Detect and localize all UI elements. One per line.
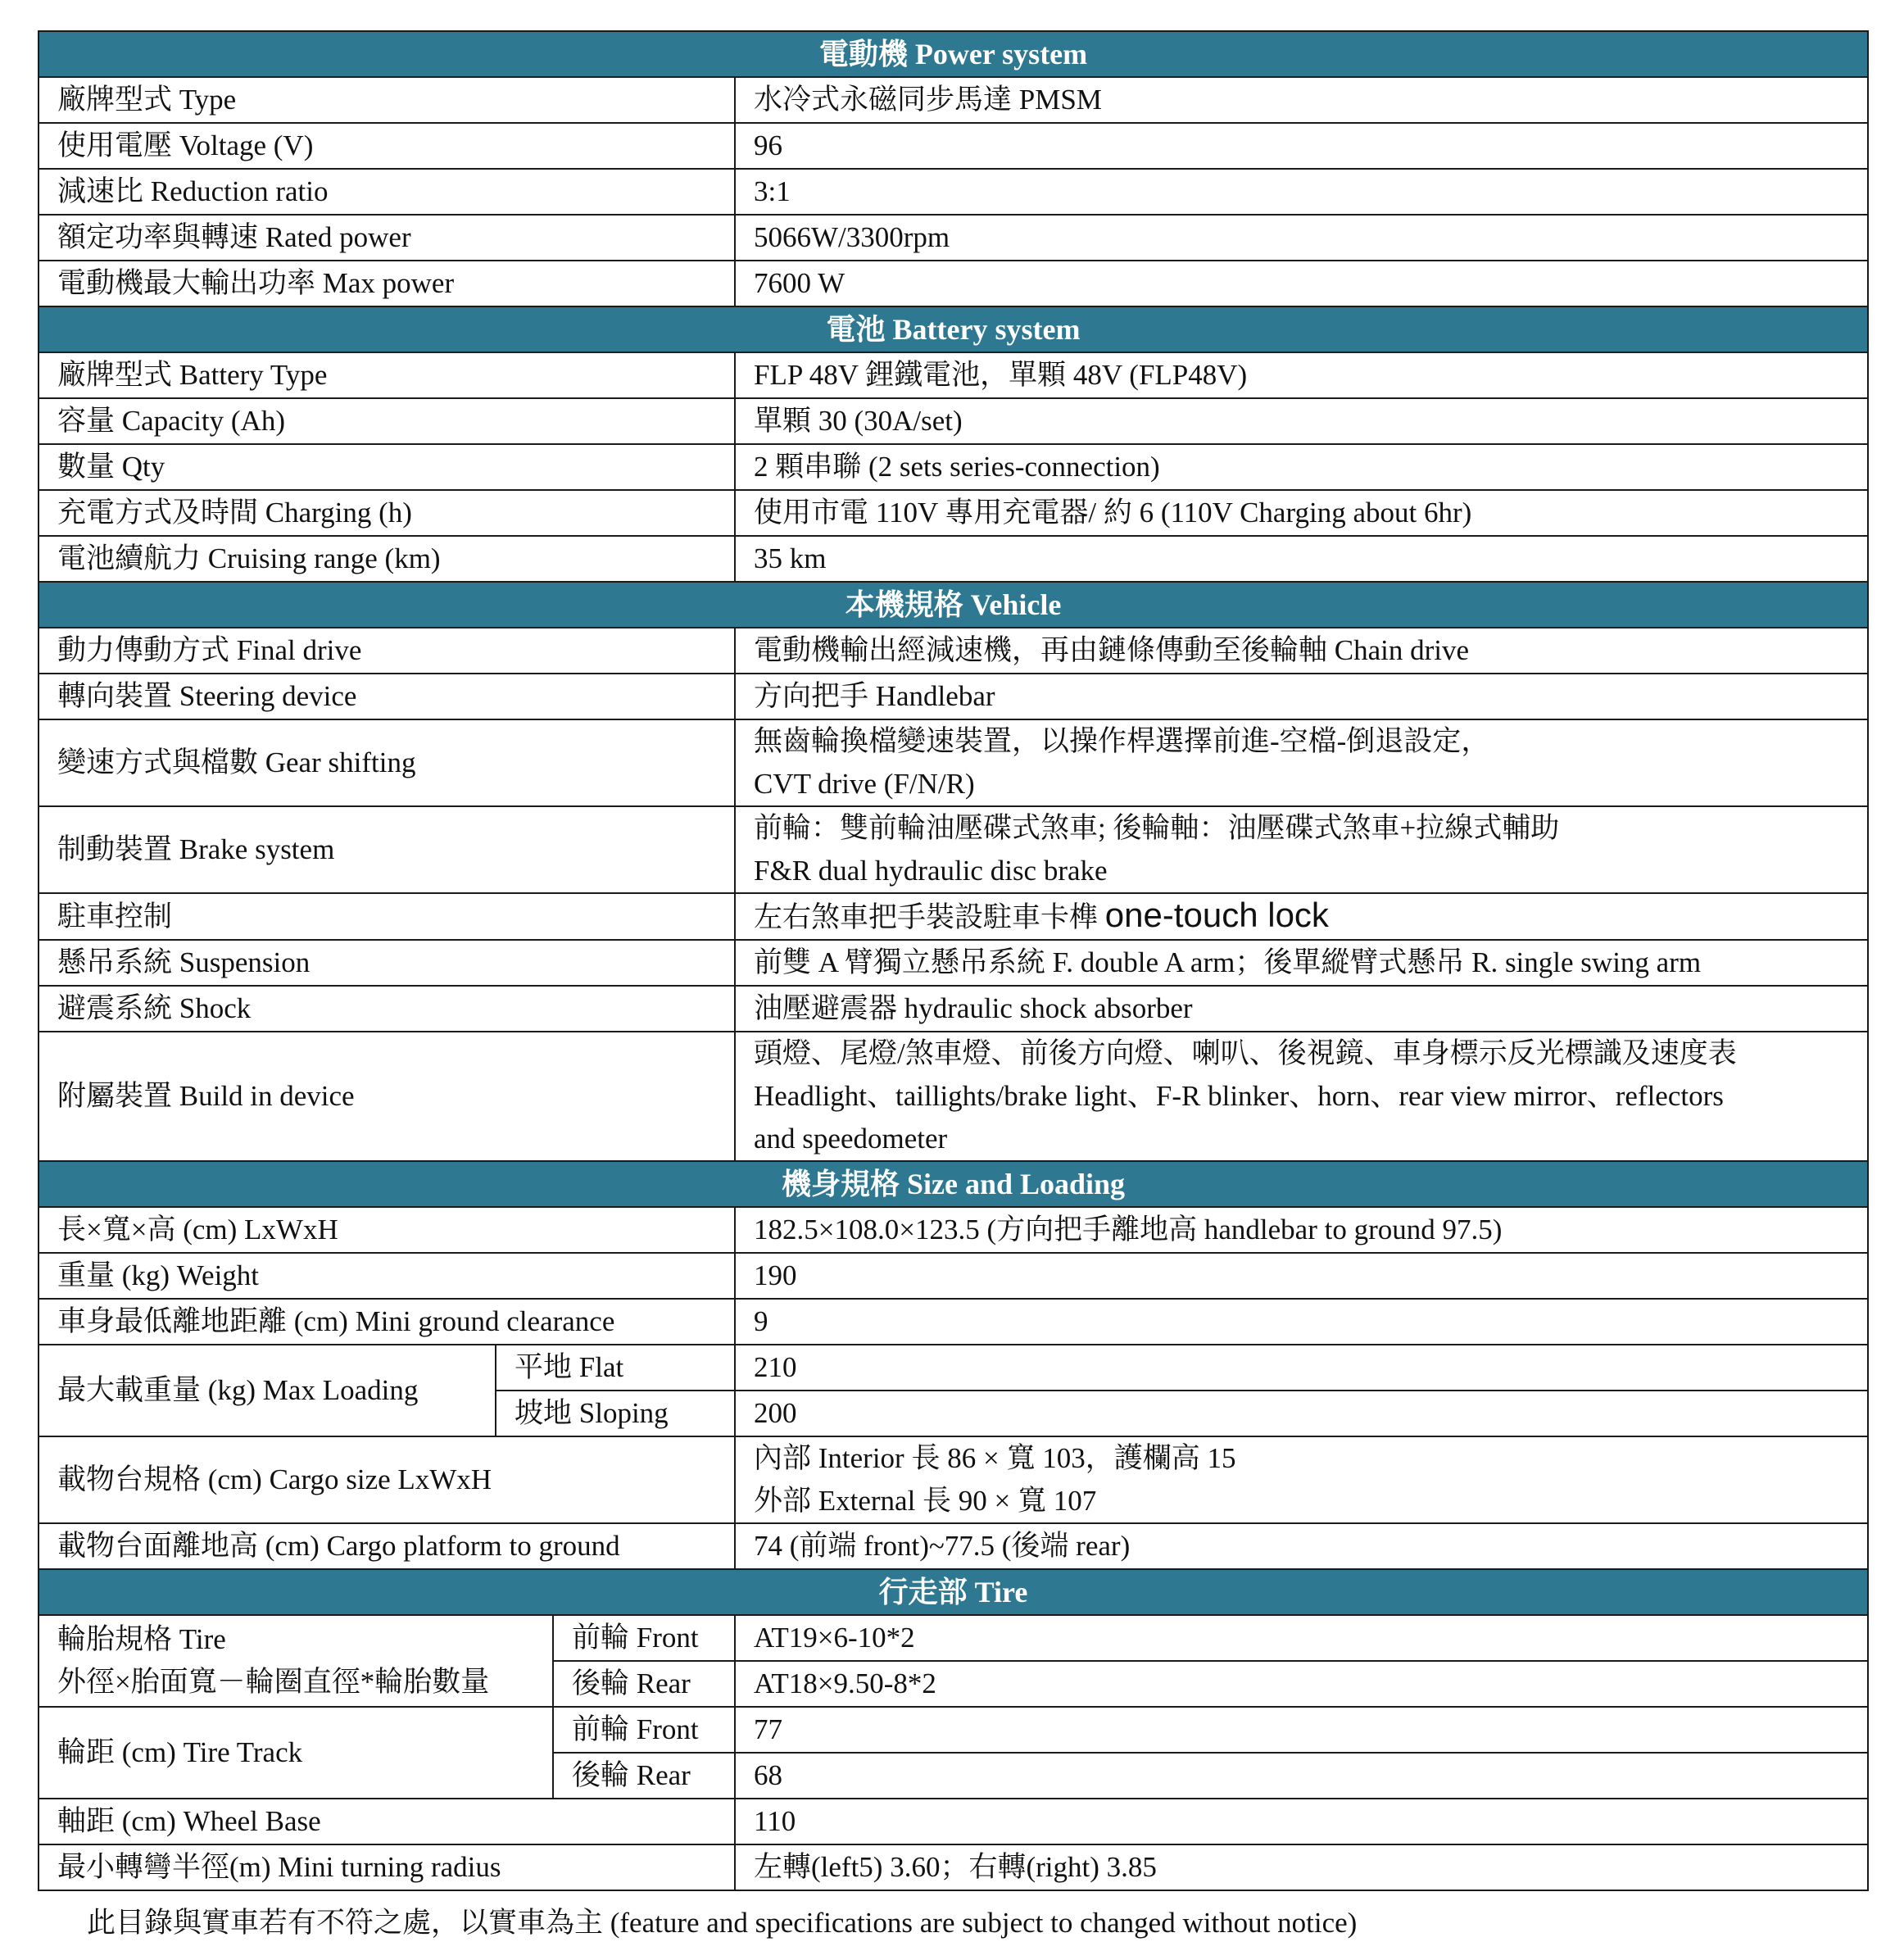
label-line: 輪胎規格 Tire [57, 1623, 226, 1655]
table-row [39, 352, 1868, 398]
row-value: 200 [735, 1391, 1868, 1436]
row-label: 長×寬×高 (cm) LxWxH [39, 1207, 735, 1253]
row-value: 110 [735, 1799, 1868, 1844]
row-value: 77 [735, 1707, 1868, 1753]
sub-label: 坡地 Sloping [496, 1391, 735, 1436]
section-header-power [39, 31, 1868, 77]
row-label: 輪距 (cm) Tire Track [39, 1707, 553, 1799]
row-value: 68 [735, 1753, 1868, 1799]
table-row [39, 628, 1868, 674]
row-label: 數量 Qty [39, 444, 735, 490]
row-label: 軸距 (cm) Wheel Base [39, 1799, 735, 1844]
table-row [39, 1844, 1868, 1890]
row-label: 載物台規格 (cm) Cargo size LxWxH [39, 1436, 735, 1523]
table-row [39, 674, 1868, 719]
table-row [39, 398, 1868, 444]
row-label: 電動機最大輸出功率 Max power [39, 261, 735, 306]
row-label: 變速方式與檔數 Gear shifting [39, 719, 735, 806]
table-row [39, 893, 1868, 940]
row-value: 210 [735, 1345, 1868, 1391]
row-value: AT19×6-10*2 [735, 1615, 1868, 1661]
row-label: 駐車控制 [39, 893, 735, 940]
section-header-tire [39, 1569, 1868, 1615]
row-label: 轉向裝置 Steering device [39, 674, 735, 719]
row-value: 182.5×108.0×123.5 (方向把手離地高 handlebar to ground 97.5) [735, 1207, 1868, 1253]
table-row [39, 1707, 1868, 1753]
section-title: 本機規格 Vehicle [39, 582, 1868, 628]
table-row [39, 1345, 1868, 1391]
row-value [735, 1436, 1868, 1523]
label-line: 外徑×胎面寬－輪圈直徑*輪胎數量 [57, 1666, 490, 1698]
value-line: 前輪：雙前輪油壓碟式煞車; 後輪軸：油壓碟式煞車+拉線式輔助 [754, 812, 1560, 844]
row-value: 水冷式永磁同步馬達 PMSM [735, 77, 1868, 123]
value-line: 外部 External 長 90 × 寬 107 [754, 1485, 1097, 1517]
table-row [39, 1299, 1868, 1345]
row-value: 方向把手 Handlebar [735, 674, 1868, 719]
value-line: 無齒輪換檔變速裝置，以操作桿選擇前進-空檔-倒退設定， [754, 725, 1490, 757]
table-row [39, 1523, 1868, 1569]
table-row [39, 1207, 1868, 1253]
row-label: 減速比 Reduction ratio [39, 169, 735, 215]
footnote: 此目錄與實車若有不符之處，以實車為主 (feature and specifications are subject to changed without notice) [87, 1907, 1358, 1939]
row-value: 5066W/3300rpm [735, 215, 1868, 261]
sub-label: 前輪 Front [553, 1615, 735, 1661]
section-title: 機身規格 Size and Loading [39, 1161, 1868, 1207]
row-value: 74 (前端 front)~77.5 (後端 rear) [735, 1523, 1868, 1569]
sub-label: 後輪 Rear [553, 1661, 735, 1707]
sub-label: 後輪 Rear [553, 1753, 735, 1799]
row-value: AT18×9.50-8*2 [735, 1661, 1868, 1707]
table-row [39, 215, 1868, 261]
row-value: 左轉(left5) 3.60；右轉(right) 3.85 [735, 1844, 1868, 1890]
row-value: 9 [735, 1299, 1868, 1345]
row-label: 電池續航力 Cruising range (km) [39, 536, 735, 582]
row-value [735, 719, 1868, 806]
value-line: CVT drive (F/N/R) [754, 768, 975, 800]
section-header-vehicle [39, 582, 1868, 628]
row-label: 額定功率與轉速 Rated power [39, 215, 735, 261]
row-value: 油壓避震器 hydraulic shock absorber [735, 986, 1868, 1032]
row-label: 避震系統 Shock [39, 986, 735, 1032]
table-row [39, 536, 1868, 582]
table-row [39, 261, 1868, 306]
row-label: 車身最低離地距離 (cm) Mini ground clearance [39, 1299, 735, 1345]
table-row [39, 1799, 1868, 1844]
row-label: 容量 Capacity (Ah) [39, 398, 735, 444]
row-label: 重量 (kg) Weight [39, 1253, 735, 1299]
section-header-size [39, 1161, 1868, 1207]
table-row [39, 1436, 1868, 1523]
row-label: 充電方式及時間 Charging (h) [39, 490, 735, 536]
row-value: 7600 W [735, 261, 1868, 306]
row-label: 懸吊系統 Suspension [39, 940, 735, 986]
section-header-battery [39, 306, 1868, 352]
value-line: 內部 Interior 長 86 × 寬 103，護欄高 15 [754, 1442, 1236, 1474]
row-label: 最大載重量 (kg) Max Loading [39, 1345, 496, 1436]
value-line: and speedometer [754, 1123, 948, 1155]
table-row [39, 940, 1868, 986]
row-value: 96 [735, 123, 1868, 169]
row-value: 35 km [735, 536, 1868, 582]
table-row [39, 1253, 1868, 1299]
table-row [39, 806, 1868, 893]
row-label: 制動裝置 Brake system [39, 806, 735, 893]
table-row [39, 169, 1868, 215]
table-row [39, 986, 1868, 1032]
value-text-large: one-touch lock [1104, 896, 1329, 934]
row-label: 最小轉彎半徑(m) Mini turning radius [39, 1844, 735, 1890]
row-value: 使用市電 110V 專用充電器/ 約 6 (110V Charging about 6hr) [735, 490, 1868, 536]
table-row [39, 1032, 1868, 1161]
row-label: 動力傳動方式 Final drive [39, 628, 735, 674]
section-title: 行走部 Tire [39, 1569, 1868, 1615]
value-line: 頭燈、尾燈/煞車燈、前後方向燈、喇叭、後視鏡、車身標示反光標識及速度表 [754, 1037, 1737, 1069]
spec-table [38, 30, 1869, 1891]
row-value: 電動機輸出經減速機，再由鏈條傳動至後輪軸 Chain drive [735, 628, 1868, 674]
row-value: 前雙 A 臂獨立懸吊系統 F. double A arm；後單縱臂式懸吊 R. single swing arm [735, 940, 1868, 986]
row-label: 廠牌型式 Type [39, 77, 735, 123]
sub-label: 平地 Flat [496, 1345, 735, 1391]
row-value [735, 806, 1868, 893]
row-value [735, 893, 1868, 940]
table-row [39, 444, 1868, 490]
row-value [735, 1032, 1868, 1161]
row-value: FLP 48V 鋰鐵電池，單顆 48V (FLP48V) [735, 352, 1868, 398]
row-label: 附屬裝置 Build in device [39, 1032, 735, 1161]
row-label: 載物台面離地高 (cm) Cargo platform to ground [39, 1523, 735, 1569]
row-label: 廠牌型式 Battery Type [39, 352, 735, 398]
table-row [39, 123, 1868, 169]
row-value: 2 顆串聯 (2 sets series-connection) [735, 444, 1868, 490]
row-value: 3:1 [735, 169, 1868, 215]
value-line: Headlight、taillights/brake light、F-R blinker、horn、rear view mirror、reflectors [754, 1080, 1724, 1112]
table-row [39, 1615, 1868, 1661]
row-value: 單顆 30 (30A/set) [735, 398, 1868, 444]
sub-label: 前輪 Front [553, 1707, 735, 1753]
row-label: 使用電壓 Voltage (V) [39, 123, 735, 169]
table-row [39, 77, 1868, 123]
table-row [39, 490, 1868, 536]
value-line: F&R dual hydraulic disc brake [754, 855, 1108, 887]
value-text: 左右煞車把手裝設駐車卡榫 [754, 901, 1105, 933]
section-title: 電池 Battery system [39, 306, 1868, 352]
section-title: 電動機 Power system [39, 31, 1868, 77]
table-row [39, 719, 1868, 806]
row-label [39, 1615, 553, 1707]
row-value: 190 [735, 1253, 1868, 1299]
